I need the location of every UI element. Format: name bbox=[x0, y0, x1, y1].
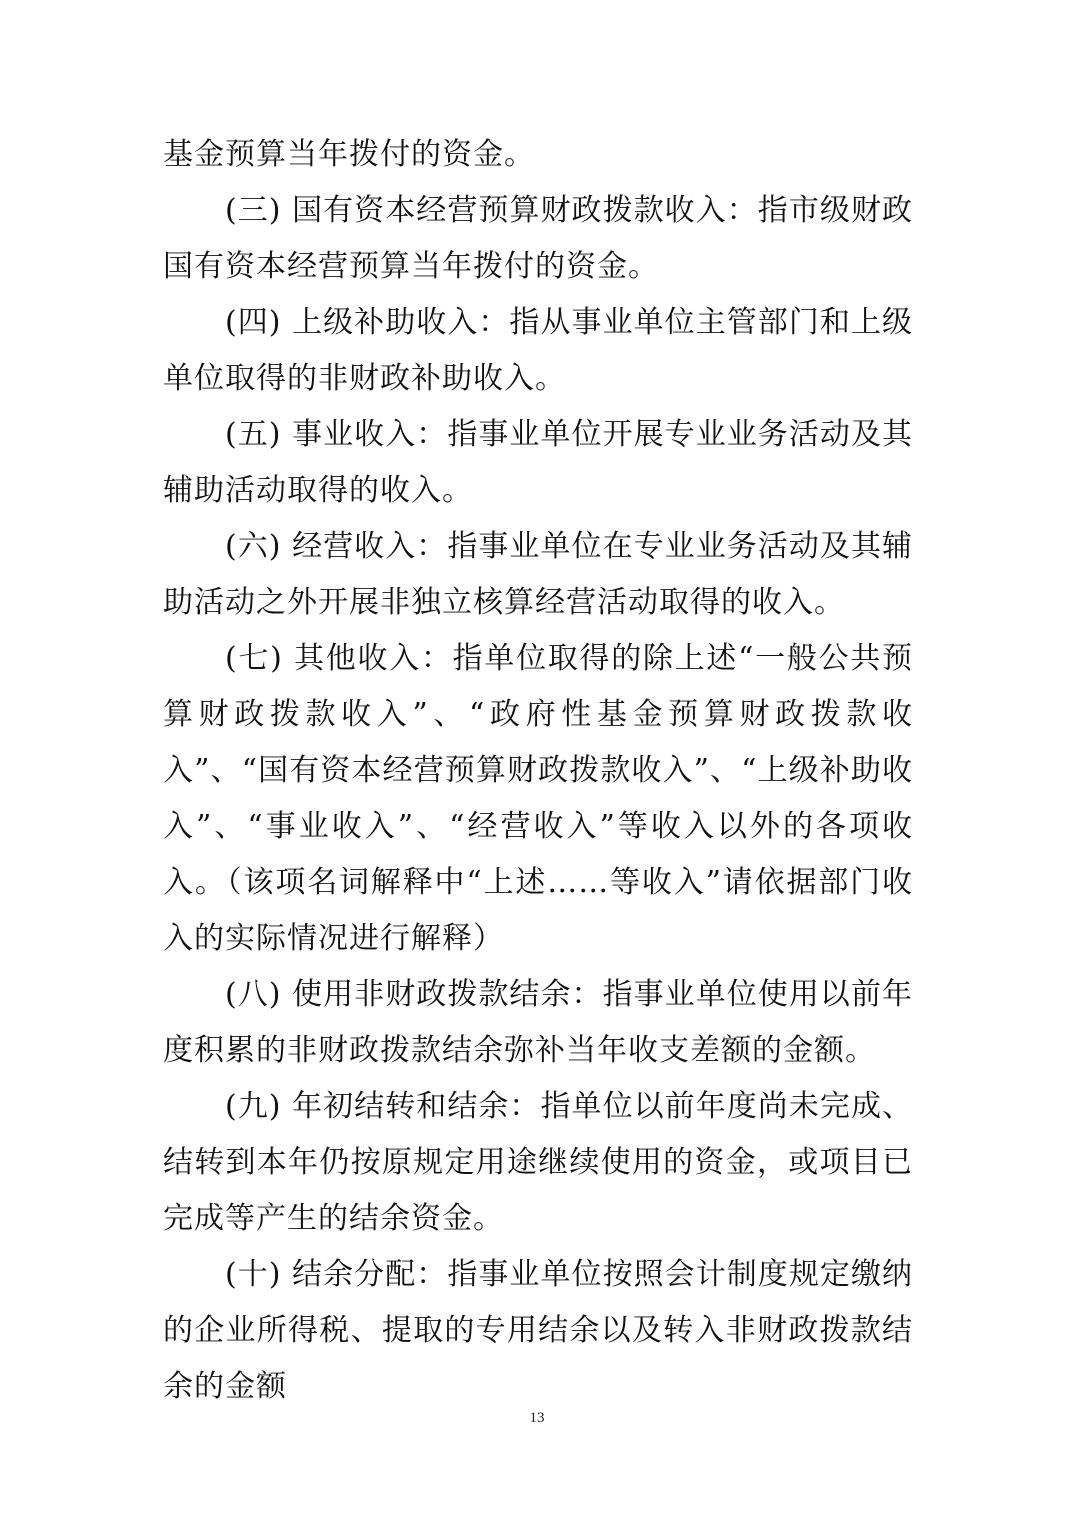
paragraph-item-10: (十) 结余分配：指事业单位按照会计制度规定缴纳的企业所得税、提取的专用结余以及转入非财政拨款结余的金额 bbox=[163, 1257, 913, 1404]
paragraph-item-3: (三) 国有资本经营预算财政拨款收入：指市级财政国有资本经营预算当年拨付的资金。 bbox=[163, 193, 913, 284]
paragraph-item-9: (九) 年初结转和结余：指单位以前年度尚未完成、结转到本年仍按原规定用途继续使用的资金，或项目已完成等产生的结余资金。 bbox=[163, 1089, 913, 1236]
page-number: 13 bbox=[529, 1410, 545, 1426]
paragraph-item-7: (七) 其他收入：指单位取得的除上述“一般公共预算财政拨款收入”、“政府性基金预算财政拨款收入”、“国有资本经营预算财政拨款收入”、“上级补助收入”、“事业收入”、“经营收入”等收入以外的各项收入。（该项名词解释中“上述……等收入”请依据部门收入的实际情况进行解释） bbox=[163, 641, 913, 956]
paragraph-item-5: (五) 事业收入：指事业单位开展专业业务活动及其辅助活动取得的收入。 bbox=[163, 417, 913, 508]
paragraph-item-8: (八) 使用非财政拨款结余：指事业单位使用以前年度积累的非财政拨款结余弥补当年收支差额的金额。 bbox=[163, 977, 913, 1068]
paragraph-item-6: (六) 经营收入：指事业单位在专业业务活动及其辅助活动之外开展非独立核算经营活动取得的收入。 bbox=[163, 529, 913, 620]
paragraph-continued: 基金预算当年拨付的资金。 bbox=[163, 137, 535, 172]
paragraph-item-4: (四) 上级补助收入：指从事业单位主管部门和上级单位取得的非财政补助收入。 bbox=[163, 305, 913, 396]
document-body bbox=[163, 127, 913, 1415]
